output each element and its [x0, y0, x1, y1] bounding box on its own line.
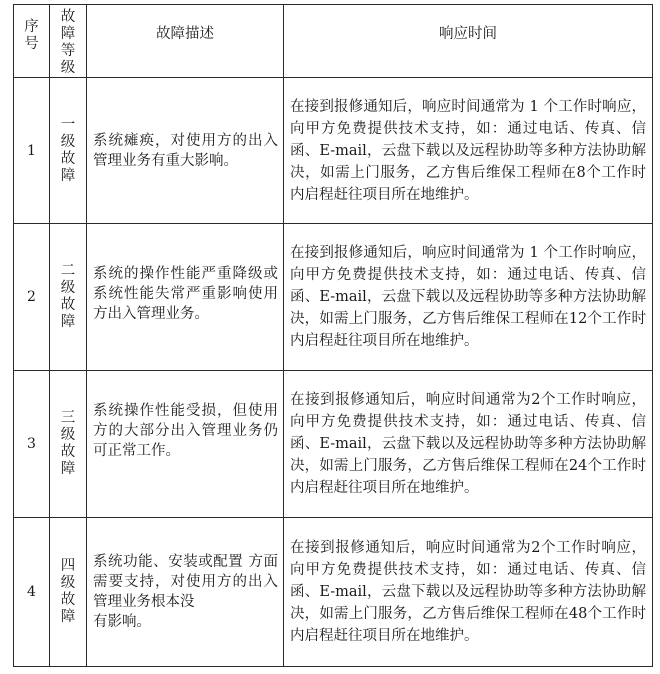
- row-description: [87, 518, 284, 667]
- table-row: [14, 78, 653, 224]
- row-description: 系统瘫痪，对使用方的出入管理业务有重大影响。: [87, 78, 284, 224]
- fault-response-table: [13, 4, 653, 667]
- table-row: [14, 371, 653, 518]
- row-number: 2: [14, 224, 50, 371]
- header-response: 响应时间: [284, 5, 653, 78]
- row-description-line: 系统功能、安装或配置 方面需要支持，对使用方的出入管理业务根本没: [93, 554, 278, 610]
- fault-response-table-container: [13, 4, 652, 666]
- header-description: 故障描述: [87, 5, 284, 78]
- row-level-cell: [50, 371, 87, 518]
- header-level: 故障等级: [60, 9, 76, 76]
- header-level-cell: [50, 5, 87, 78]
- row-number: 4: [14, 518, 50, 667]
- header-no: 序号: [24, 19, 39, 52]
- header-no-cell: [14, 5, 50, 78]
- row-description-line: 有影响。: [93, 614, 151, 630]
- table-row: [14, 224, 653, 371]
- row-response: 在接到报修通知后，响应时间通常为2个工作时响应，向甲方免费提供技术支持，如：通过电话、传真、信函、E-mail，云盘下载以及远程协助等多种方法协助解决，如需上门服务，乙方售后维保工程师在48个工作时内启程赶往项目所在地维护。: [284, 518, 653, 667]
- row-level-cell: [50, 78, 87, 224]
- row-number: 1: [14, 78, 50, 224]
- row-level-cell: [50, 518, 87, 667]
- row-level: 三级故障: [60, 410, 76, 477]
- row-level: 二级故障: [60, 263, 76, 330]
- row-level-cell: [50, 224, 87, 371]
- row-response: 在接到报修通知后，响应时间通常为 1 个工作时响应，向甲方免费提供技术支持，如：通过电话、传真、信函、E-mail，云盘下载以及远程协助等多种方法协助解决，如需上门服务，乙方售后维保工程师在8个工作时内启程赶往项目所在地维护。: [284, 78, 653, 224]
- table-row: [14, 518, 653, 667]
- row-response: 在接到报修通知后，响应时间通常为 1 个工作时响应，向甲方免费提供技术支持，如：通过电话、传真、信函、E-mail，云盘下载以及远程协助等多种方法协助解决，如需上门服务，乙方售后维保工程师在12个工作时内启程赶往项目所在地维护。: [284, 224, 653, 371]
- row-description: 系统的操作性能严重降级或系统性能失常严重影响使用方出入管理业务。: [87, 224, 284, 371]
- row-response: 在接到报修通知后，响应时间通常为2个工作时响应，向甲方免费提供技术支持，如：通过电话、传真、信函、E-mail，云盘下载以及远程协助等多种方法协助解决，如需上门服务，乙方售后维保工程师在24个工作时内启程赶往项目所在地维护。: [284, 371, 653, 518]
- row-number: 3: [14, 371, 50, 518]
- row-description: 系统操作性能受损，但使用方的大部分出入管理业务仍可正常工作。: [87, 371, 284, 518]
- row-level: 一级故障: [60, 116, 76, 184]
- row-level: 四级故障: [60, 558, 76, 625]
- table-header-row: [14, 5, 653, 78]
